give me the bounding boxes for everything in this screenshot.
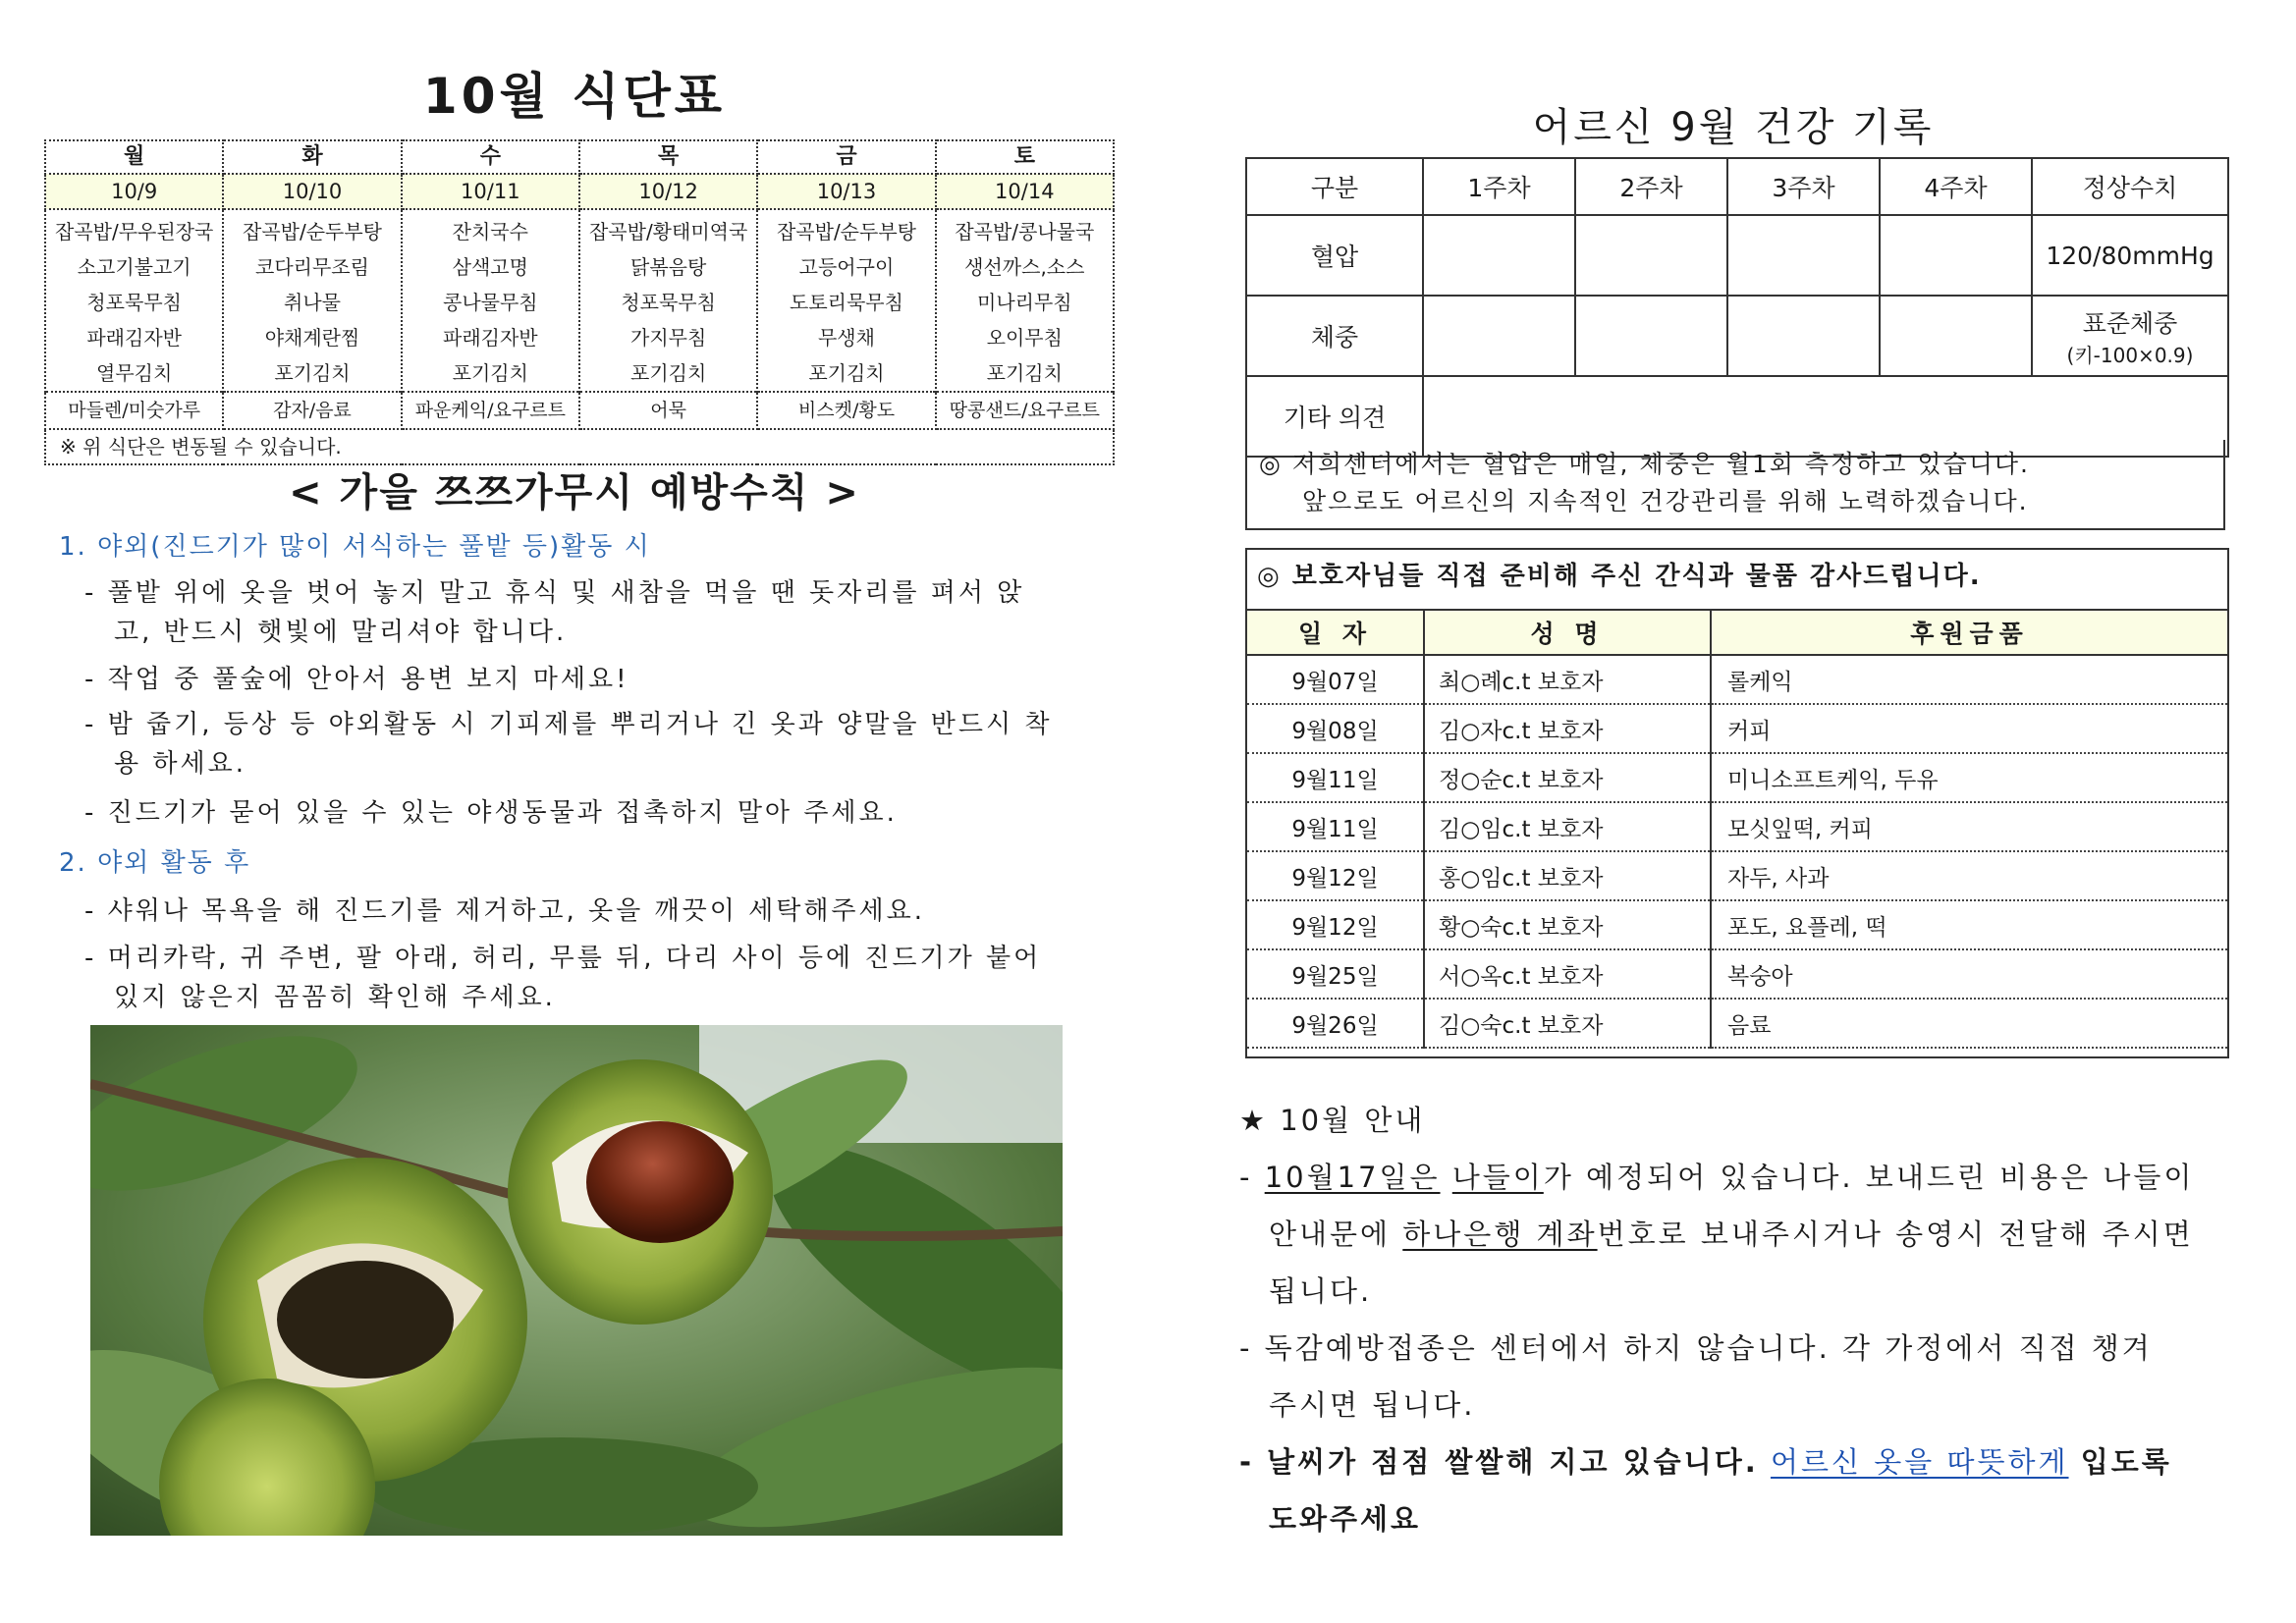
donations-row xyxy=(1247,704,2227,753)
menu-dish: 코다리무조림 xyxy=(255,255,369,279)
health-row-label: 혈압 xyxy=(1246,215,1423,296)
health-header: 1주차 xyxy=(1423,158,1575,215)
donations-table xyxy=(1247,609,2227,1049)
donation-item: 모싯잎떡, 커피 xyxy=(1711,802,2227,851)
menu-day: 목 xyxy=(579,140,757,174)
donations-row xyxy=(1247,655,2227,704)
donation-name: 정○순c.t 보호자 xyxy=(1424,753,1711,802)
menu-day: 월 xyxy=(45,140,223,174)
health-record-title: 어르신 9월 건강 기록 xyxy=(1532,105,1935,150)
menu-snack: 감자/음료 xyxy=(223,392,401,429)
health-cell xyxy=(1575,215,1727,296)
menu-dish: 잡곡밥/무우된장국 xyxy=(55,220,214,243)
menu-dish: 청포묵무침 xyxy=(86,291,182,314)
october-bold-text: - 날씨가 점점 쌀쌀해 지고 있습니다. xyxy=(1239,1445,1759,1479)
health-header: 4주차 xyxy=(1880,158,2032,215)
tick-rule xyxy=(84,793,898,833)
menu-snack: 어묵 xyxy=(579,392,757,429)
menu-dish: 잡곡밥/순두부탕 xyxy=(243,220,382,243)
october-text: 가 예정되어 있습니다. 보내드린 비용은 나들이 xyxy=(1543,1161,2195,1194)
menu-dish: 취나물 xyxy=(284,291,341,314)
menu-date: 10/9 xyxy=(45,174,223,209)
chestnut-illustration xyxy=(90,1025,1063,1536)
donation-date: 9월08일 xyxy=(1247,704,1424,753)
health-row-label: 체중 xyxy=(1246,296,1423,376)
donations-row xyxy=(1247,802,2227,851)
menu-date: 10/14 xyxy=(936,174,1114,209)
health-cell xyxy=(1727,296,1880,376)
health-row-weight xyxy=(1246,296,2228,376)
menu-dish-cell xyxy=(223,209,401,392)
october-bold-text: 도와주세요 xyxy=(1269,1502,1422,1536)
health-notice xyxy=(1245,440,2225,530)
donations-header: 일 자 xyxy=(1247,610,1424,655)
health-cell xyxy=(1575,296,1727,376)
donation-item: 포도, 요플레, 떡 xyxy=(1711,900,2227,949)
donation-item: 미니소프트케익, 두유 xyxy=(1711,753,2227,802)
donations-row xyxy=(1247,999,2227,1048)
tick-rule xyxy=(84,660,629,699)
october-text xyxy=(1441,1161,1452,1194)
donations-row xyxy=(1247,900,2227,949)
menu-dish: 삼색고명 xyxy=(452,255,528,279)
menu-date: 10/11 xyxy=(402,174,579,209)
menu-snack: 마들렌/미숫가루 xyxy=(45,392,223,429)
october-notices xyxy=(1239,1092,2251,1547)
health-row-blood-pressure xyxy=(1246,215,2228,296)
menu-day: 금 xyxy=(757,140,935,174)
health-header: 3주차 xyxy=(1727,158,1880,215)
menu-dish-cell xyxy=(757,209,935,392)
menu-dish: 콩나물무침 xyxy=(443,291,538,314)
donation-name: 홍○임c.t 보호자 xyxy=(1424,851,1711,900)
menu-table xyxy=(44,139,1115,465)
menu-dish: 잡곡밥/황태미역국 xyxy=(588,220,748,243)
donation-date: 9월26일 xyxy=(1247,999,1424,1048)
menu-snack-row xyxy=(45,392,1114,429)
october-text: - 독감예방접종은 센터에서 하지 않습니다. 각 가정에서 직접 챙겨 xyxy=(1239,1331,2153,1365)
menu-dish: 포기김치 xyxy=(452,361,528,385)
donations-title: ◎ 보호자님들 직접 준비해 주신 간식과 물품 감사드립니다. xyxy=(1257,562,1982,591)
menu-dish-cell xyxy=(579,209,757,392)
menu-dish: 오이무침 xyxy=(986,326,1063,350)
donations-row xyxy=(1247,949,2227,999)
bank-account: 하나은행 계좌 xyxy=(1402,1217,1598,1251)
tick-prevention-title: < 가을 쯔쯔가무시 예방수칙 > xyxy=(289,470,860,515)
menu-dish: 가지무침 xyxy=(630,326,707,350)
october-item-weather xyxy=(1239,1434,2251,1547)
donation-name: 김○자c.t 보호자 xyxy=(1424,704,1711,753)
menu-date-row xyxy=(45,174,1114,209)
outing-word: 나들이 xyxy=(1451,1161,1544,1194)
tick-rule-line: 있지 않은지 꼼꼼히 확인해 주세요. xyxy=(114,983,556,1012)
october-item-flu xyxy=(1239,1320,2251,1434)
october-text: 주시면 됩니다. xyxy=(1269,1388,1476,1422)
menu-dish-row xyxy=(45,209,1114,392)
menu-snack: 파운케익/요구르트 xyxy=(402,392,579,429)
outing-date: 10월17일은 xyxy=(1264,1161,1441,1194)
health-header: 구분 xyxy=(1246,158,1423,215)
donation-date: 9월12일 xyxy=(1247,851,1424,900)
october-dash: - xyxy=(1239,1161,1253,1194)
menu-dish: 포기김치 xyxy=(274,361,351,385)
menu-dish: 무생채 xyxy=(817,326,875,350)
tick-rule xyxy=(84,705,1106,784)
tick-rule-line: - 작업 중 풀숲에 안아서 용변 보지 마세요! xyxy=(84,665,629,694)
menu-dish: 닭볶음탕 xyxy=(630,255,707,279)
health-normal-value xyxy=(2032,296,2228,376)
october-text: 안내문에 xyxy=(1269,1217,1403,1251)
menu-day: 토 xyxy=(936,140,1114,174)
donation-name: 서○옥c.t 보호자 xyxy=(1424,949,1711,999)
health-normal-label: 표준체중 xyxy=(2082,308,2178,338)
menu-date: 10/10 xyxy=(223,174,401,209)
health-header-row xyxy=(1246,158,2228,215)
menu-dish: 파래김자반 xyxy=(443,326,538,350)
donations-header: 후원금품 xyxy=(1711,610,2227,655)
donation-date: 9월25일 xyxy=(1247,949,1424,999)
october-bold-text: 입도록 xyxy=(2080,1445,2172,1479)
health-header: 정상수치 xyxy=(2032,158,2228,215)
donations-header: 성 명 xyxy=(1424,610,1711,655)
menu-note-row xyxy=(45,429,1114,464)
donation-date: 9월12일 xyxy=(1247,900,1424,949)
tick-rule xyxy=(84,573,1106,652)
menu-dish: 포기김치 xyxy=(630,361,707,385)
menu-dish: 생선까스,소스 xyxy=(964,255,1085,279)
tick-rule-line: - 풀밭 위에 옷을 벗어 놓지 말고 휴식 및 새참을 먹을 땐 돗자리를 펴서 앉 xyxy=(84,578,1025,608)
donation-item: 복숭아 xyxy=(1711,949,2227,999)
menu-day: 화 xyxy=(223,140,401,174)
tick-rule-line: - 진드기가 묻어 있을 수 있는 야생동물과 접촉하지 말아 주세요. xyxy=(84,798,898,828)
october-text: 번호로 보내주시거나 송영시 전달해 주시면 xyxy=(1597,1217,2194,1251)
menu-dish: 잡곡밥/순두부탕 xyxy=(776,220,916,243)
menu-day-row xyxy=(45,140,1114,174)
tick-section-2-heading: 2. 야외 활동 후 xyxy=(59,848,251,878)
health-notice-line: ◎ 저희센터에서는 혈압은 매일, 체중은 월1회 측정하고 있습니다. xyxy=(1259,450,2030,478)
tick-rule-line: - 머리카락, 귀 주변, 팔 아래, 허리, 무릎 뒤, 다리 사이 등에 진드기가 붙어 xyxy=(84,944,1042,973)
donations-row xyxy=(1247,851,2227,900)
menu-dish: 잡곡밥/콩나물국 xyxy=(955,220,1095,243)
menu-dish-cell xyxy=(45,209,223,392)
tick-rule-line: 용 하세요. xyxy=(114,749,246,779)
menu-dish-cell xyxy=(936,209,1114,392)
menu-dish-cell xyxy=(402,209,579,392)
tick-rule-line: - 샤워나 목욕을 해 진드기를 제거하고, 옷을 깨끗이 세탁해주세요. xyxy=(84,896,926,926)
health-header: 2주차 xyxy=(1575,158,1727,215)
health-cell xyxy=(1423,215,1575,296)
menu-dish: 포기김치 xyxy=(986,361,1063,385)
menu-snack: 땅콩샌드/요구르트 xyxy=(936,392,1114,429)
donation-name: 황○숙c.t 보호자 xyxy=(1424,900,1711,949)
tick-rule-line: - 밤 줍기, 등상 등 야외활동 시 기피제를 뿌리거나 긴 옷과 양말을 반드시 착 xyxy=(84,710,1053,739)
tick-rule xyxy=(84,939,1106,1017)
health-cell xyxy=(1727,215,1880,296)
health-normal-value: 120/80mmHg xyxy=(2032,215,2228,296)
menu-dish: 야채계란찜 xyxy=(264,326,360,350)
donation-date: 9월11일 xyxy=(1247,802,1424,851)
health-table xyxy=(1245,157,2229,458)
menu-dish: 고등어구이 xyxy=(798,255,895,279)
donation-name: 김○임c.t 보호자 xyxy=(1424,802,1711,851)
october-item-outing xyxy=(1239,1149,2251,1320)
menu-dish: 열무김치 xyxy=(96,361,173,385)
tick-rule xyxy=(84,892,925,931)
menu-title: 10월 식단표 xyxy=(422,68,727,125)
tick-rule-line: 고, 반드시 햇빛에 말리셔야 합니다. xyxy=(114,618,568,647)
donation-date: 9월11일 xyxy=(1247,753,1424,802)
health-notice-line: 앞으로도 어르신의 지속적인 건강관리를 위해 노력하겠습니다. xyxy=(1302,487,2029,515)
menu-day: 수 xyxy=(402,140,579,174)
donation-item: 음료 xyxy=(1711,999,2227,1048)
menu-date: 10/12 xyxy=(579,174,757,209)
donation-date: 9월07일 xyxy=(1247,655,1424,704)
health-cell xyxy=(1423,296,1575,376)
health-row-label: 기타 의견 xyxy=(1246,376,1423,457)
october-text: 됩니다. xyxy=(1269,1274,1373,1308)
donation-name: 최○례c.t 보호자 xyxy=(1424,655,1711,704)
menu-dish: 소고기불고기 xyxy=(77,255,191,279)
menu-dish: 청포묵무침 xyxy=(621,291,716,314)
health-cell xyxy=(1880,215,2032,296)
donations-row xyxy=(1247,753,2227,802)
donation-name: 김○숙c.t 보호자 xyxy=(1424,999,1711,1048)
menu-dish: 파래김자반 xyxy=(86,326,182,350)
donations-header-row xyxy=(1247,610,2227,655)
menu-dish: 잔치국수 xyxy=(452,220,528,243)
menu-dish: 도토리묵무침 xyxy=(790,291,903,314)
health-cell xyxy=(1880,296,2032,376)
warm-clothes-highlight: 어르신 옷을 따뜻하게 xyxy=(1770,1445,2069,1479)
donation-item: 커피 xyxy=(1711,704,2227,753)
menu-dish: 미나리무침 xyxy=(977,291,1072,314)
donation-item: 롤케익 xyxy=(1711,655,2227,704)
tick-section-1-heading: 1. 야외(진드기가 많이 서식하는 풀밭 등)활동 시 xyxy=(59,532,651,562)
october-heading: ★ 10월 안내 xyxy=(1239,1104,1426,1137)
menu-snack: 비스켓/황도 xyxy=(757,392,935,429)
chestnut-photo xyxy=(90,1025,1063,1536)
menu-dish: 포기김치 xyxy=(808,361,885,385)
donation-item: 자두, 사과 xyxy=(1711,851,2227,900)
health-normal-formula: (키-100×0.9) xyxy=(2066,343,2194,367)
menu-note: ※ 위 식단은 변동될 수 있습니다. xyxy=(45,429,1114,464)
menu-date: 10/13 xyxy=(757,174,935,209)
